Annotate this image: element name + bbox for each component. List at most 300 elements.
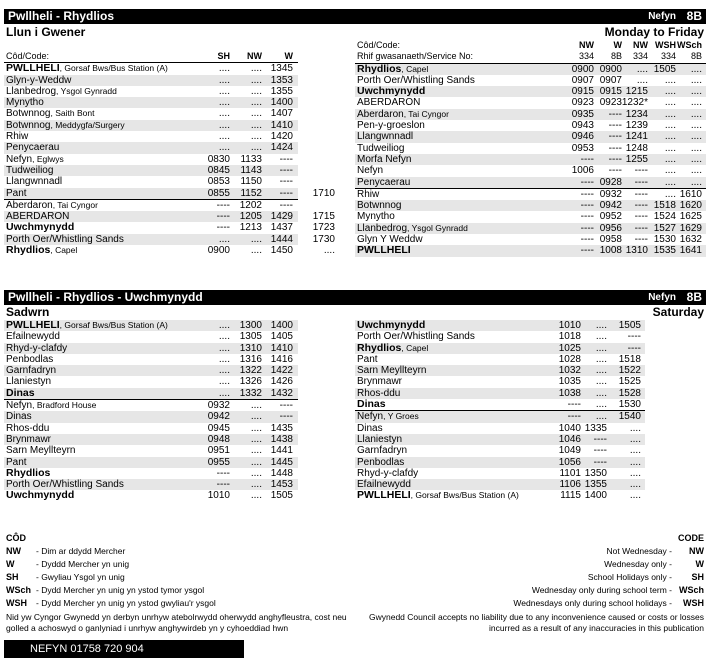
legend-entry	[364, 584, 704, 597]
stop-name	[357, 200, 401, 211]
timetable-row	[4, 445, 298, 456]
departure-time: ....	[218, 108, 230, 120]
legend-entry	[364, 558, 704, 571]
departure-time: 0942	[599, 200, 622, 212]
departure-time: ....	[250, 63, 262, 75]
stop-name	[357, 365, 426, 376]
stop-qualifier: , Meddygfa/Surgery	[50, 119, 125, 130]
departure-time: 1101	[559, 467, 581, 479]
timetable-row	[4, 176, 298, 187]
departure-time: ----	[567, 411, 581, 423]
departure-time: ....	[664, 108, 676, 120]
stop-label: Uwchmynydd	[6, 221, 75, 234]
departure-time: 0853	[207, 176, 230, 188]
stop-label: Mynytho	[357, 211, 395, 223]
departure-time: 1429	[270, 211, 293, 223]
timetable-row	[355, 97, 706, 108]
departure-time: ....	[250, 422, 262, 434]
code-legend-english	[364, 532, 704, 610]
departure-time: ....	[690, 120, 702, 132]
departure-time: 0951	[207, 445, 230, 457]
departure-time: ----	[216, 199, 230, 211]
departure-time: 1505	[270, 490, 293, 502]
departure-time: 1715	[312, 211, 335, 223]
departure-time: ----	[593, 456, 607, 468]
stop-label: PWLLHELI	[6, 62, 60, 75]
stop-label: Penbodlas	[6, 353, 54, 365]
departure-time: 1528	[618, 387, 641, 399]
departure-time: ----	[580, 176, 594, 188]
timetable-row	[355, 354, 645, 365]
timetable-row	[4, 75, 298, 86]
timetable-row	[355, 211, 706, 222]
departure-time: 1620	[679, 200, 702, 212]
stop-name	[357, 165, 383, 176]
stop-qualifier: , Tai Cyngor	[403, 108, 449, 119]
weekday-outbound-table	[4, 51, 335, 257]
departure-time: ....	[250, 108, 262, 120]
departure-time: ....	[250, 479, 262, 491]
departure-time: 1241	[625, 131, 648, 143]
stop-qualifier: , Ysgol Gynradd	[56, 85, 117, 96]
departure-time: ----	[634, 176, 648, 188]
timetable-row	[4, 244, 335, 257]
departure-time: ----	[608, 165, 622, 177]
stop-label: Efailnewydd	[357, 479, 411, 491]
departure-time: 0935	[571, 108, 594, 120]
stop-name	[357, 154, 411, 165]
departure-time: ----	[627, 342, 641, 354]
stop-label: Porth Oer/Whistling Sands	[357, 74, 475, 86]
timetable-row	[4, 86, 298, 97]
stop-name	[357, 457, 404, 468]
departure-time: 1505	[653, 63, 676, 75]
stop-label: Dinas	[6, 386, 35, 399]
departure-time: ....	[250, 131, 262, 143]
legend-text: - Dydd Mercher yn unig yn ystod gwyliau'r ysgol	[36, 598, 216, 608]
departure-time: ----	[580, 234, 594, 246]
stop-name	[6, 97, 44, 108]
departure-time: 1723	[312, 222, 335, 234]
departure-time: ----	[216, 222, 230, 234]
departure-time: ....	[595, 411, 607, 423]
departure-time: 1248	[625, 142, 648, 154]
departure-time: 1524	[653, 211, 676, 223]
stop-label: Pant	[6, 187, 27, 199]
departure-time: 1540	[618, 411, 641, 423]
column-code: NW	[579, 40, 594, 50]
departure-time: 1010	[558, 320, 581, 331]
departure-time: ----	[608, 153, 622, 165]
departure-time: ----	[608, 108, 622, 120]
departure-time: 1410	[270, 342, 293, 354]
departure-time: 0945	[207, 422, 230, 434]
departure-time: ....	[218, 387, 230, 399]
departure-time: ....	[690, 86, 702, 98]
departure-time: 1710	[312, 187, 335, 199]
departure-time: 1353	[270, 74, 293, 86]
stop-name	[357, 399, 386, 410]
stop-label: Penycaerau	[6, 142, 60, 154]
timetable-row	[355, 320, 645, 331]
legend-entry	[364, 545, 704, 558]
stop-name	[6, 165, 53, 176]
stop-label: Brynmawr	[357, 376, 403, 388]
departure-time: ....	[629, 445, 641, 457]
departure-time: ....	[595, 387, 607, 399]
departure-time: 1535	[653, 245, 676, 257]
stop-qualifier: , Eglwys	[32, 153, 64, 164]
stop-label: Llaniestyn	[357, 433, 403, 445]
legend-code: NW	[6, 546, 21, 556]
departure-time: 1115	[560, 490, 581, 502]
stop-label: Nefyn	[357, 165, 384, 177]
departure-time: ....	[629, 479, 641, 491]
stop-name	[6, 86, 117, 97]
departure-time: 1213	[239, 222, 262, 234]
departure-time: 1032	[558, 365, 581, 377]
departure-time: ....	[218, 342, 230, 354]
service-number: 8B	[686, 290, 702, 304]
stop-name	[6, 320, 168, 331]
departure-time: 1424	[270, 142, 293, 154]
legend-code: NW	[689, 546, 704, 556]
departure-time: 0952	[599, 211, 622, 223]
departure-time: 0915	[599, 86, 622, 98]
departure-time: 0948	[207, 433, 230, 445]
departure-time: ....	[664, 153, 676, 165]
departure-time: ....	[218, 74, 230, 86]
timetable-row	[355, 490, 645, 501]
stop-label: Porth Oer/Whistling Sands	[6, 479, 124, 491]
departure-time: 1025	[558, 342, 581, 354]
stop-qualifier: , Capel	[401, 63, 429, 74]
departure-time: ----	[580, 200, 594, 212]
legend-text: - Dydd Mercher yn unig yn ystod tymor ysgol	[36, 585, 205, 595]
departure-time: ....	[218, 131, 230, 143]
column-code: W	[613, 40, 622, 50]
stop-label: Rhyd-y-clafdy	[6, 342, 68, 354]
stop-qualifier: , Y Groes	[383, 411, 419, 422]
departure-time: 0943	[571, 120, 594, 132]
departure-time: 0946	[571, 131, 594, 143]
legend-text: Wednesday only -	[604, 559, 672, 569]
departure-time: 0915	[571, 86, 594, 98]
stop-label: Tudweiliog	[6, 164, 54, 176]
stop-name	[6, 343, 67, 354]
departure-time: 1530	[618, 399, 641, 411]
departure-time: 1038	[558, 387, 581, 399]
service-number: 8B	[686, 9, 702, 23]
departure-time: ....	[250, 411, 262, 423]
departure-time: ....	[250, 142, 262, 154]
departure-time: ....	[250, 245, 262, 257]
stop-name	[6, 131, 28, 142]
departure-time: 1453	[270, 479, 293, 491]
stop-label: Penbodlas	[357, 456, 405, 468]
stop-name	[6, 176, 62, 187]
stop-name	[357, 86, 425, 97]
departure-time: ....	[250, 490, 262, 502]
departure-time: ....	[250, 97, 262, 109]
timetable-row	[4, 343, 298, 354]
departure-time: 1730	[312, 233, 335, 245]
timetable-row	[4, 388, 298, 400]
departure-time: 1435	[270, 422, 293, 434]
legend-title: CÔD	[6, 533, 26, 543]
departure-time: 0958	[599, 234, 622, 246]
service-code: 334	[578, 51, 594, 62]
departure-time: ----	[634, 165, 648, 177]
service-code: 334	[660, 51, 676, 62]
departure-time: ....	[218, 97, 230, 109]
departure-time: ....	[250, 233, 262, 245]
departure-time: 1416	[270, 353, 293, 365]
departure-time: 1445	[270, 456, 293, 468]
departure-time: 0932	[207, 400, 230, 412]
departure-time: 1522	[618, 365, 641, 377]
column-code: NW	[633, 40, 648, 50]
departure-time: ....	[250, 467, 262, 479]
departure-time: ....	[664, 131, 676, 143]
departure-time: ----	[567, 399, 581, 411]
stop-label: Llanbedrog	[6, 85, 57, 97]
stop-name	[6, 468, 50, 479]
timetable-row	[355, 376, 645, 387]
departure-time: 1400	[584, 490, 607, 502]
departure-time: 1310	[239, 342, 262, 354]
departure-time: ....	[218, 320, 230, 331]
stop-label: PWLLHELI	[357, 244, 411, 257]
departure-time: 1035	[558, 376, 581, 388]
stop-label: Aberdaron	[357, 108, 404, 120]
stop-name	[357, 64, 428, 75]
departure-time: 1410	[270, 119, 293, 131]
departure-time: ....	[664, 74, 676, 86]
stop-name	[357, 189, 379, 200]
operator-name: Nefyn	[648, 292, 676, 303]
stop-name	[357, 97, 420, 108]
timetable-row	[355, 109, 706, 120]
departure-time: 1316	[239, 353, 262, 365]
departure-time: ....	[690, 108, 702, 120]
timetable-row	[355, 399, 645, 411]
departure-time: ----	[634, 200, 648, 212]
timetable-row	[355, 200, 706, 211]
stop-name	[357, 320, 425, 331]
departure-time: 0830	[207, 153, 230, 165]
departure-time: 0932	[599, 188, 622, 200]
day-label-welsh: Llun i Gwener	[6, 25, 86, 39]
stop-name	[357, 109, 449, 120]
timetable-row	[4, 120, 298, 131]
timetable-row	[355, 165, 706, 176]
stop-label: Rhos-ddu	[6, 422, 50, 434]
weekday-inbound-table	[355, 40, 706, 257]
code-label: Côd/Code:	[357, 40, 401, 50]
departure-time: 0900	[599, 63, 622, 75]
stop-name	[357, 376, 402, 387]
departure-time: ....	[690, 97, 702, 109]
timetable-row	[355, 365, 645, 376]
day-label-english: Monday to Friday	[604, 25, 704, 39]
legend-title: CODE	[677, 533, 704, 543]
timetable-row	[4, 490, 298, 501]
legend-entry	[6, 571, 346, 584]
departure-time: 1326	[239, 376, 262, 388]
stop-name	[357, 177, 410, 188]
stop-qualifier: , Ysgol Gynradd	[407, 222, 468, 233]
stop-label: Nefyn	[357, 411, 384, 423]
column-code: NW	[247, 51, 262, 61]
departure-time: ----	[216, 467, 230, 479]
disclaimer-english: Gwynedd Council accepts no liability due to any inconvenience caused or costs or losses incurred as a result of any inaccuracies in this publication	[369, 612, 704, 633]
departure-time: ----	[580, 153, 594, 165]
departure-time: ....	[218, 119, 230, 131]
stop-name	[357, 245, 411, 256]
departure-time: 1234	[625, 108, 648, 120]
stop-name	[6, 63, 168, 74]
stop-qualifier: , Tai Cyngor	[52, 199, 98, 210]
stop-name	[357, 120, 425, 131]
departure-time: 0928	[599, 176, 622, 188]
stop-qualifier: , Gorsaf Bws/Bus Station (A)	[59, 320, 168, 330]
departure-time: ----	[580, 222, 594, 234]
departure-time: 1527	[653, 222, 676, 234]
stop-name	[357, 354, 378, 365]
stop-label: Sarn Meyllteyrn	[6, 445, 76, 457]
departure-time: ....	[218, 142, 230, 154]
departure-time: ....	[664, 97, 676, 109]
stop-label: Morfa Nefyn	[357, 153, 412, 165]
departure-time: ----	[279, 176, 293, 188]
stop-label: Rhydlios	[357, 341, 402, 354]
departure-time: 1422	[270, 365, 293, 377]
stop-name	[6, 222, 74, 233]
departure-time: 1006	[571, 165, 594, 177]
departure-time: 1255	[625, 153, 648, 165]
stop-label: Efailnewydd	[6, 331, 60, 343]
service-code: 8B	[690, 51, 702, 62]
saturday-outbound-table	[4, 320, 298, 502]
route-title: Pwllheli - Rhydlios - Uwchmynydd	[8, 290, 203, 304]
timetable-row	[355, 64, 706, 75]
stop-qualifier: , Gorsaf Bws/Bus Station (A)	[59, 63, 168, 74]
legend-code: WSH	[6, 598, 27, 608]
stop-name	[357, 423, 383, 434]
departure-time: ----	[608, 120, 622, 132]
stop-qualifier: , Capel	[50, 245, 78, 256]
timetable-row	[4, 411, 298, 422]
departure-time: 1152	[240, 187, 262, 199]
departure-time: 0900	[207, 245, 230, 257]
stop-label: Glyn Y Weddw	[357, 234, 423, 246]
departure-time: 1518	[618, 353, 641, 365]
timetable-row	[355, 131, 706, 142]
departure-time: ....	[690, 63, 702, 75]
departure-time: 1355	[584, 479, 607, 491]
legend-code: WSH	[683, 598, 704, 608]
departure-time: 1518	[653, 200, 676, 212]
departure-time: 1450	[270, 245, 293, 257]
timetable-row	[355, 177, 706, 189]
departure-time: 1040	[558, 422, 581, 434]
timetable-row	[4, 131, 298, 142]
departure-time: ----	[608, 131, 622, 143]
timetable-row	[4, 142, 298, 153]
departure-time: 0923	[599, 97, 622, 109]
service-code: 8B	[610, 51, 622, 62]
stop-label: Mynytho	[6, 97, 44, 109]
operator-name: Nefyn	[648, 11, 676, 22]
departure-time: 1335	[584, 422, 607, 434]
stop-name	[6, 490, 74, 501]
departure-time: ----	[279, 400, 293, 412]
departure-time: ....	[218, 376, 230, 388]
stop-label: Tudweiliog	[357, 142, 405, 154]
departure-time: ....	[690, 153, 702, 165]
legend-code: W	[695, 559, 704, 569]
departure-time: ....	[690, 165, 702, 177]
departure-time: 0900	[571, 63, 594, 75]
departure-time: ....	[218, 85, 230, 97]
legend-text: School Holidays only -	[587, 572, 672, 582]
day-label-welsh: Sadwrn	[6, 305, 50, 319]
timetable-row	[4, 165, 298, 176]
stop-name	[6, 120, 125, 131]
stop-label: Uwchmynydd	[357, 319, 426, 331]
timetable-row	[4, 63, 298, 74]
stop-qualifier: , Bradford House	[32, 400, 97, 411]
departure-time: ....	[595, 331, 607, 343]
departure-time: 1444	[270, 233, 293, 245]
stop-name	[357, 411, 419, 422]
timetable-row	[4, 423, 298, 434]
departure-time: 1010	[207, 490, 230, 502]
stop-label: ABERDARON	[6, 211, 70, 223]
stop-name	[6, 445, 75, 456]
legend-text: - Dyddd Mercher yn unig	[36, 559, 130, 569]
stop-label: Llanbedrog	[357, 222, 408, 234]
departure-time: ....	[218, 331, 230, 343]
departure-time: 1610	[679, 188, 702, 200]
stop-label: Nefyn	[6, 153, 33, 165]
stop-label: Llangwnnadl	[6, 176, 63, 188]
departure-time: 1310	[625, 245, 648, 257]
departure-time: ----	[580, 188, 594, 200]
departure-time: 1018	[558, 331, 581, 343]
stop-label: PWLLHELI	[6, 319, 60, 331]
stop-name	[357, 445, 407, 456]
code-label: Côd/Code:	[6, 51, 50, 61]
departure-time: ----	[634, 222, 648, 234]
departure-time: 1530	[653, 234, 676, 246]
legend-text: Wednesdays only during school holidays -	[513, 598, 672, 608]
stop-name	[6, 388, 35, 399]
stop-label: Pen-y-groeslon	[357, 120, 425, 132]
stop-name	[357, 468, 418, 479]
departure-time: ....	[250, 85, 262, 97]
departure-time: ....	[250, 74, 262, 86]
departure-time: 1008	[599, 245, 622, 257]
stop-label: Dinas	[357, 422, 383, 434]
stop-label: ABERDARON	[357, 97, 421, 109]
stop-label: Aberdaron	[6, 199, 53, 211]
departure-time: ....	[595, 353, 607, 365]
departure-time: ----	[634, 188, 648, 200]
saturday-inbound-table	[355, 320, 645, 502]
departure-time: ----	[279, 411, 293, 423]
